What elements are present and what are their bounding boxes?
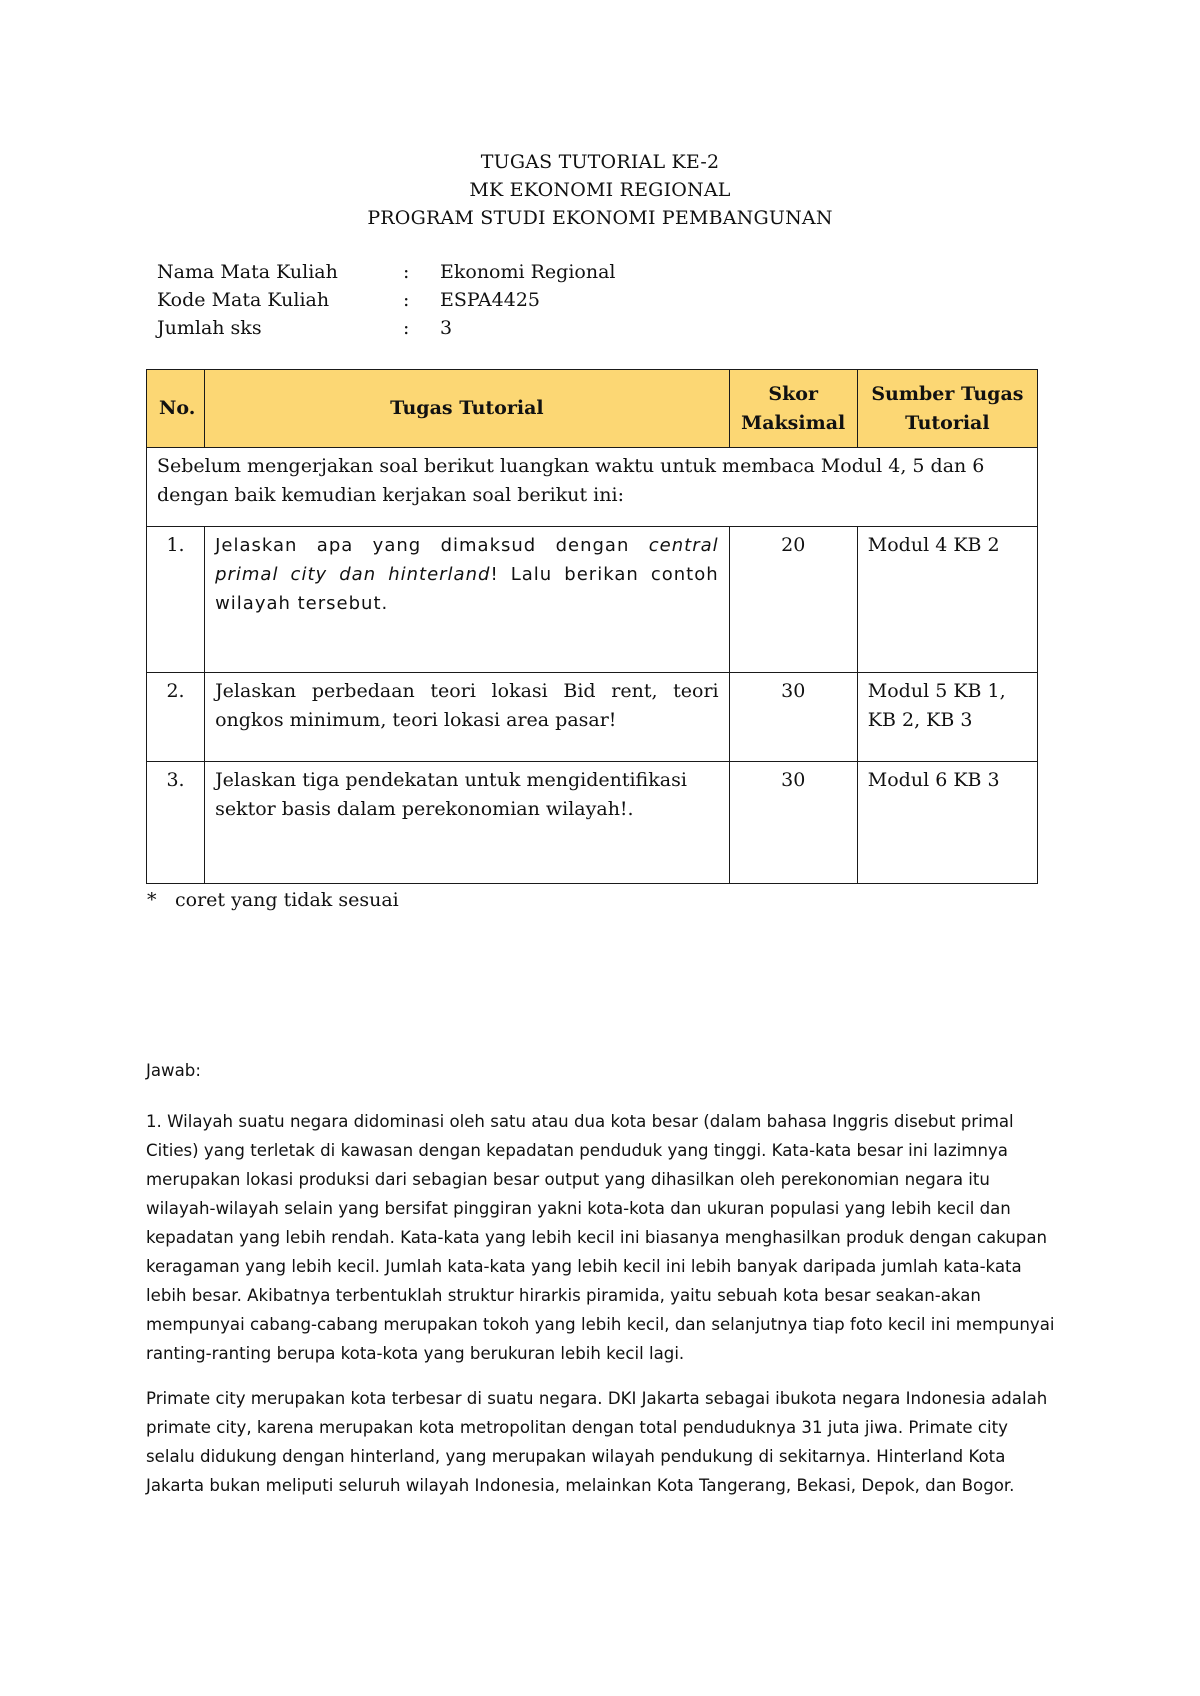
- tutorial-task-table: [146, 369, 1038, 884]
- table-row: [147, 527, 1038, 673]
- header-max-score: Skor Maksimal: [729, 370, 857, 448]
- header-task: Tugas Tutorial: [205, 370, 730, 448]
- info-value: 3: [440, 317, 453, 339]
- info-label: Kode Mata Kuliah: [157, 289, 330, 311]
- task-text-part: Jelaskan apa yang dimaksud dengan: [215, 535, 649, 556]
- row-source: Modul 6 KB 3: [857, 762, 1037, 884]
- info-value: Ekonomi Regional: [440, 261, 616, 283]
- footnote-star: *: [147, 889, 157, 911]
- title-line-2: MK EKONOMI REGIONAL: [469, 179, 731, 201]
- row-number: 3.: [147, 762, 205, 884]
- intro-text: Sebelum mengerjakan soal berikut luangkan waktu untuk membaca Modul 4, 5 dan 6 dengan baik kemudian kerjakan soal berikut ini:: [147, 448, 1038, 527]
- title-line-3: PROGRAM STUDI EKONOMI PEMBANGUNAN: [367, 207, 833, 229]
- row-max-score: 20: [729, 527, 857, 673]
- title-line-1: TUGAS TUTORIAL KE-2: [480, 151, 720, 173]
- info-label: Jumlah sks: [157, 317, 262, 339]
- table-row: [147, 673, 1038, 762]
- table-header-row: [147, 370, 1038, 448]
- course-info: [157, 258, 616, 342]
- header-no: No.: [147, 370, 205, 448]
- info-value: ESPA4425: [440, 289, 541, 311]
- row-source: Modul 5 KB 1, KB 2, KB 3: [857, 673, 1037, 762]
- table-row: [147, 762, 1038, 884]
- info-colon: :: [403, 289, 410, 311]
- row-number: 2.: [147, 673, 205, 762]
- row-source: Modul 4 KB 2: [857, 527, 1037, 673]
- task-text: [205, 527, 730, 673]
- info-colon: :: [403, 261, 410, 283]
- table-intro-row: [147, 448, 1038, 527]
- footnote: [147, 886, 399, 914]
- footnote-text: coret yang tidak sesuai: [175, 889, 399, 911]
- info-row-course-name: [157, 258, 616, 286]
- header-source: Sumber Tugas Tutorial: [857, 370, 1037, 448]
- info-label: Nama Mata Kuliah: [157, 261, 338, 283]
- row-max-score: 30: [729, 762, 857, 884]
- answer-heading: Jawab:: [146, 1061, 201, 1080]
- info-colon: :: [403, 317, 410, 339]
- task-text-part: ! Lalu berikan contoh wilayah tersebut.: [215, 564, 719, 614]
- row-max-score: 30: [729, 673, 857, 762]
- document-title-block: [0, 148, 1200, 232]
- task-text-italic: central primal city dan hinterland: [215, 535, 719, 585]
- answer-section: [146, 1056, 1056, 1516]
- info-row-credits: [157, 314, 616, 342]
- task-text: Jelaskan perbedaan teori lokasi Bid rent, teori ongkos minimum, teori lokasi area pasar!: [205, 673, 730, 762]
- answer-paragraph-1: 1. Wilayah suatu negara didominasi oleh satu atau dua kota besar (dalam bahasa Inggris disebut primal Cities) yang terletak di kawasan dengan kepadatan penduduk yang tinggi. Kata-kata besar ini lazimnya merupakan lokasi produksi dari sebagian besar output yang dihasilkan oleh perekonomian negara itu wilayah-wilayah selain yang bersifat pinggiran yakni kota-kota dan ukuran populasi yang lebih kecil dan kepadatan yang lebih rendah. Kata-kata yang lebih kecil ini biasanya menghasilkan produk dengan cakupan keragaman yang lebih kecil. Jumlah kata-kata yang lebih kecil ini lebih banyak daripada jumlah kata-kata lebih besar. Akibatnya terbentuklah struktur hirarkis piramida, yaitu sebuah kota besar seakan-akan mempunyai cabang-cabang merupakan tokoh yang lebih kecil, dan selanjutnya tiap foto kecil ini mempunyai ranting-ranting berupa kota-kota yang berukuran lebih kecil lagi.: [146, 1112, 1055, 1363]
- answer-paragraph-2: Primate city merupakan kota terbesar di suatu negara. DKI Jakarta sebagai ibukota negara Indonesia adalah primate city, karena merupakan kota metropolitan dengan total penduduknya 31 juta jiwa. Primate city selalu didukung dengan hinterland, yang merupakan wilayah pendukung di sekitarnya. Hinterland Kota Jakarta bukan meliputi seluruh wilayah Indonesia, melainkan Kota Tangerang, Bekasi, Depok, dan Bogor.: [146, 1389, 1048, 1495]
- row-number: 1.: [147, 527, 205, 673]
- info-row-course-code: [157, 286, 616, 314]
- task-text: Jelaskan tiga pendekatan untuk mengidentifikasi sektor basis dalam perekonomian wilayah!.: [205, 762, 730, 884]
